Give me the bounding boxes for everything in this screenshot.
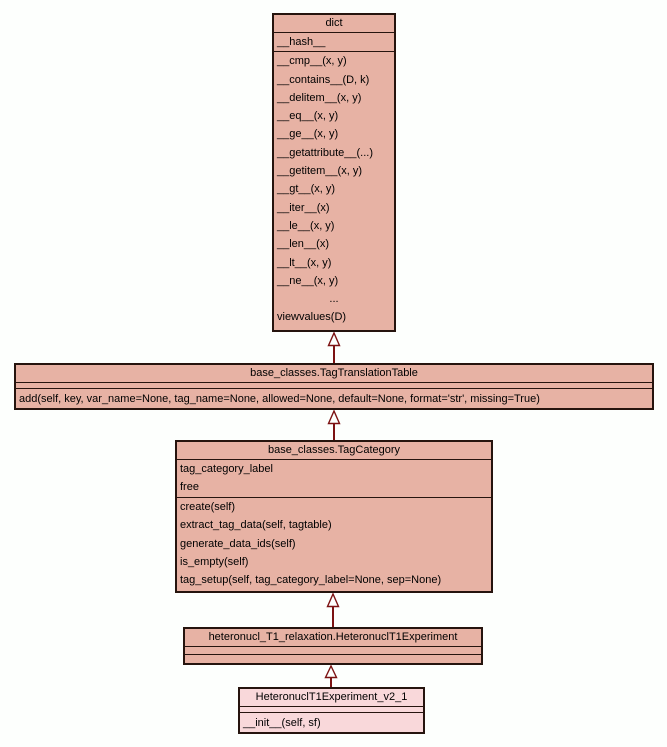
member-row: __hash__ (277, 36, 326, 48)
member-row: __gt__(x, y) (277, 183, 336, 196)
member-row: add(self, key, var_name=None, tag_name=None, allowed=None, default=None, format='str', missing=True) (19, 393, 540, 405)
member-row: __ge__(x, y) (277, 128, 339, 141)
class-box-dict[interactable] (272, 13, 396, 332)
member-row: __contains__(D, k) (277, 73, 370, 86)
member-row: __iter__(x) (277, 201, 330, 214)
inheritance-arrow-2 (327, 410, 341, 440)
inheritance-arrow-4 (324, 665, 338, 687)
inheritance-arrow-1 (327, 332, 341, 363)
member-row: ... (329, 293, 339, 306)
methods-section (274, 51, 394, 326)
member-row: __getitem__(x, y) (277, 165, 362, 178)
class-box-tag-translation-table[interactable] (14, 363, 654, 410)
class-title: dict (274, 15, 394, 33)
attributes-section (177, 460, 491, 497)
member-row: generate_data_ids(self) (180, 537, 296, 550)
member-row: tag_category_label (180, 463, 273, 475)
class-title: base_classes.TagCategory (177, 442, 491, 460)
member-row: create(self) (180, 500, 236, 513)
member-row: __le__(x, y) (277, 219, 335, 232)
class-box-heteronucl-t1-experiment-v2-1[interactable] (238, 687, 425, 734)
member-row: __getattribute__(...) (277, 146, 374, 159)
inheritance-arrow-3 (326, 593, 340, 627)
member-row: __len__(x) (277, 238, 329, 251)
member-row: __ne__(x, y) (277, 274, 339, 287)
member-row: free (180, 481, 199, 494)
attributes-section (185, 647, 481, 654)
class-title: base_classes.TagTranslationTable (16, 365, 652, 383)
methods-section (185, 654, 481, 662)
member-row: __cmp__(x, y) (277, 55, 347, 68)
class-box-heteronucl-t1-experiment[interactable] (183, 627, 483, 665)
member-row: extract_tag_data(self, tagtable) (180, 519, 332, 532)
attributes-section (274, 33, 394, 51)
class-box-tag-category[interactable] (175, 440, 493, 593)
member-row: tag_setup(self, tag_category_label=None, sep=None) (180, 574, 442, 587)
class-title: heteronucl_T1_relaxation.HeteronuclT1Experiment (185, 629, 481, 647)
member-row: viewvalues(D) (277, 311, 347, 324)
methods-section (177, 497, 491, 590)
methods-section (16, 388, 652, 409)
member-row: __init__(self, sf) (243, 717, 321, 729)
member-row: is_empty(self) (180, 555, 249, 568)
class-title: HeteronuclT1Experiment_v2_1 (240, 689, 423, 707)
member-row: __delitem__(x, y) (277, 91, 362, 104)
methods-section (240, 712, 423, 733)
member-row: __lt__(x, y) (277, 256, 332, 269)
member-row: __eq__(x, y) (277, 110, 339, 123)
